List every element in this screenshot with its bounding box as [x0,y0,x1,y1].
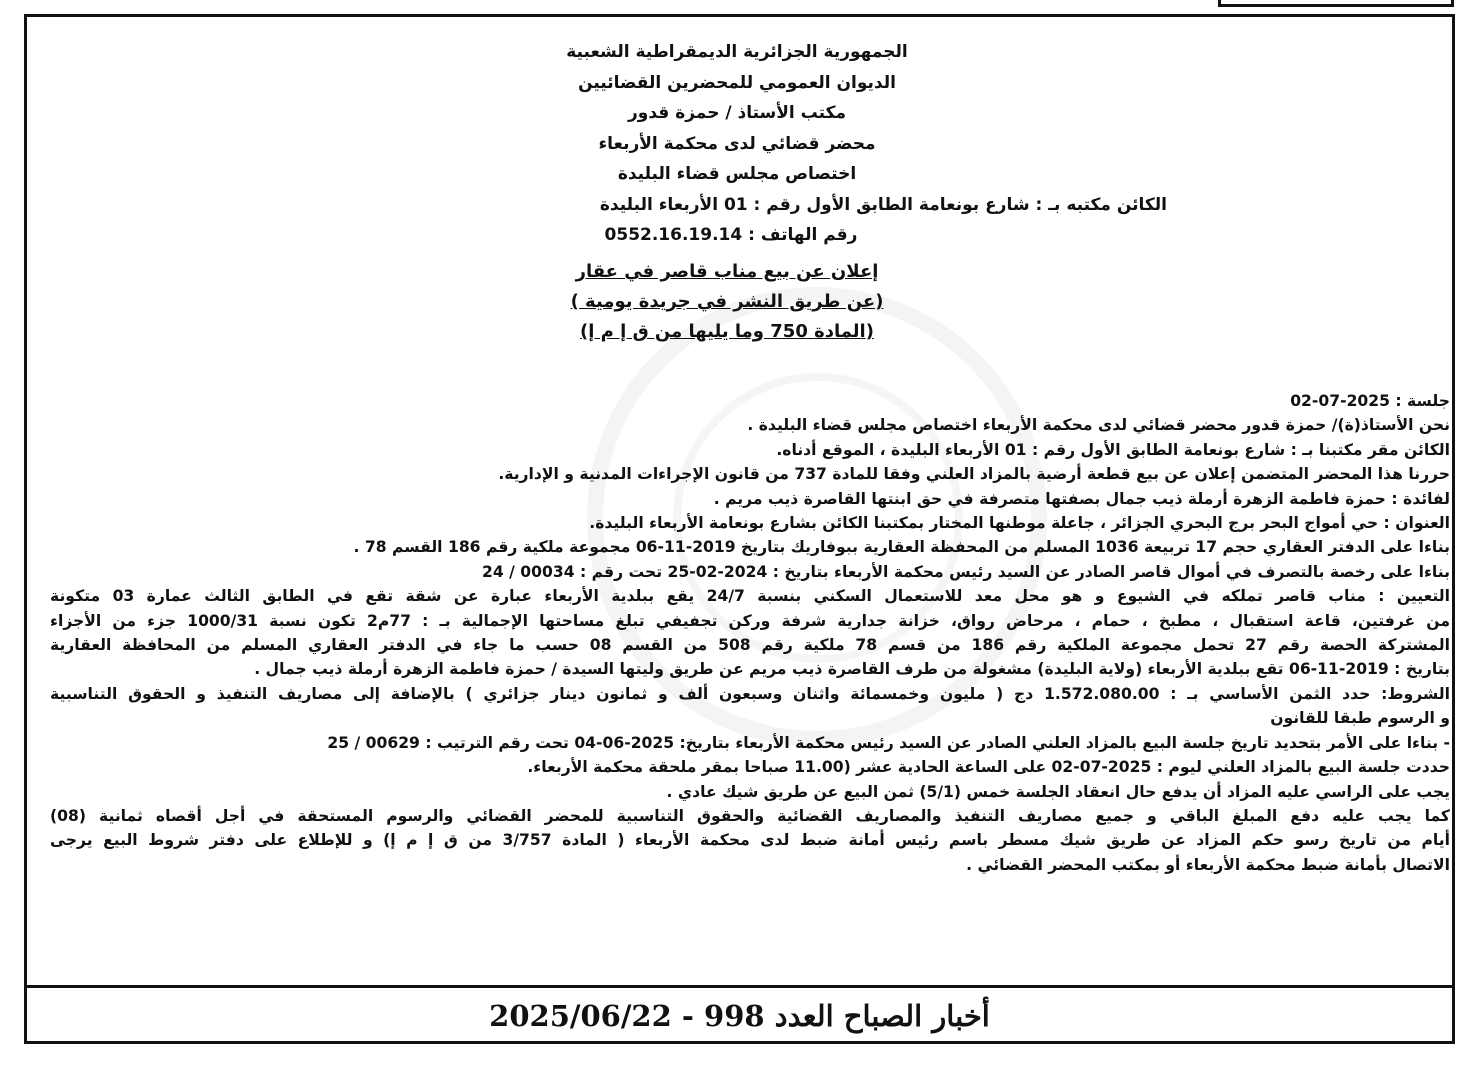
announcement-body [50,389,1450,877]
body-line-office: الكائن مقر مكتبنا بـ : شارع بونعامة الطابق الأول رقم : 01 الأربعاء البليدة ، الموقع أدناه. [776,440,1450,459]
body-line-contact: الاتصال بأمانة ضبط محكمة الأربعاء أو بمكتب المحضر القضائي . [966,855,1450,874]
body-line-payment-3: أيام من تاريخ رسو حكم المزاد عن طريق شيك مسطر باسم رئيس أمانة ضبط لدى محكمة الأربعاء ( المادة 3/757 من ق إ م إ) و للإطلاع على دفتر شروط البيع يرجى [50,831,1450,850]
body-line-designation-4: بتاريخ : 2019-11-06 تقع ببلدية الأربعاء (ولاية البليدة) مشغولة من طرف القاصرة ذيب مريم عن طريق وليتها السيدة / حمزة فاطمة الزهرة أرملة ذيب جمال . [254,660,1450,679]
body-line-payment-2: كما يجب عليه دفع المبلغ الباقي و جميع مصاريف التنفيذ والمصاريف القضائية والحقوق التناسبية للمحضر القضائي والرسوم المستحقة في أجل أقصاه ثمانية (08) [50,806,1450,825]
header-phone: رقم الهاتف : 0552.16.19.14 [604,225,858,245]
document-frame [24,14,1455,1044]
body-line-conditions-1: الشروط: حدد الثمن الأساسي بـ : 1.572.080.00 دج ( مليون وخمسمائة واثنان وسبعون ألف و ثمانون دينار جزائري ) بالإضافة إلى مصاريف التنفيذ و الحقوق التناسبية [50,684,1450,703]
title-main: إعلان عن بيع مناب قاصر في عقار [575,261,879,282]
header-bailiff-name: مكتب الأستاذ / حمزة قدور [627,103,847,123]
body-line-beneficiary: لفائدة : حمزة فاطمة الزهرة أرملة ذيب جمال بصفتها متصرفة في حق ابنتها القاصرة ذيب مريم . [713,489,1450,508]
body-line-land-register: بناءا على الدفتر العقاري حجم 17 تربيعة 1036 المسلم من المحفظة العقارية ببوفاريك بتاريخ 2019-11-06 مجموعة ملكية رقم 186 القسم 78 . [353,538,1450,557]
header-office: الديوان العمومي للمحضرين القضائيين [578,72,896,93]
header-country: الجمهورية الجزائرية الديمقراطية الشعبية [566,42,908,62]
body-line-session: جلسة : 2025-07-02 [1290,392,1450,410]
body-line-designation-2: من غرفتين، قاعة استقبال ، مطبخ ، حمام ، مرحاض رواق، خزانة جدارية شرفة وركن تجفيفي تبلغ مساحتها الإجمالية بـ : 77م2 تكون نسبة 1000/31 جزء من الأجزاء [50,611,1450,630]
header-jurisdiction: اختصاص مجلس قضاء البليدة [617,164,857,184]
body-line-bailiff: نحن الأستاذ(ة)/ حمزة قدور محضر قضائي لدى محكمة الأربعاء اختصاص مجلس قضاء البليدة . [747,416,1450,435]
footer-publication: أخبار الصباح العدد 998 - [681,999,990,1033]
body-line-address: العنوان : حي أمواج البحر برج البحري الجزائر ، جاعلة موطنها المختار بمكتبنا الكائن بشارع بونعامة الأربعاء البليدة. [589,514,1450,533]
body-line-minutes: حررنا هذا المحضر المتضمن إعلان عن بيع قطعة أرضية بالمزاد العلني وفقا للمادة 737 من قانون الإجراءات المدنية و الإدارية. [498,465,1450,484]
title-article: (المادة 750 وما يليها من ق إ م إ) [580,321,874,342]
body-line-auction-date: حددت جلسة البيع بالمزاد العلني ليوم : 2025-07-02 على الساعة الحادية عشر (11.00 صباحا بمقر ملحقة محكمة الأربعاء. [527,758,1450,777]
header-court: محضر قضائي لدى محكمة الأربعاء [598,133,876,154]
body-line-designation-1: التعيين : مناب قاصر تملكه في الشيوع و هو محل معد للاستعمال السكني بنسبة 24/7 يقع ببلدية الأربعاء عبارة عن شقة تقع في الطابق الثالث عمارة 03 متكونة [50,587,1450,606]
body-line-payment-1: يجب على الراسي عليه المزاد أن يدفع حال انعقاد الجلسة خمس (5/1) ثمن البيع عن طريق شيك عادي . [666,782,1450,801]
body-line-designation-3: المشتركة الحصة رقم 27 تحمل مجموعة الملكية رقم 186 من قسم 78 ملكية رقم 508 من القسم 08 حسب ما جاء في الدفتر العقاري المسلم من المحافظة العقارية [50,636,1450,655]
footer-date: 2025/06/22 [489,999,672,1033]
body-line-order: - بناءا على الأمر بتحديد تاريخ جلسة البيع بالمزاد العلني الصادر عن السيد رئيس محكمة الأربعاء بتاريخ: 2025-06-04 تحت رقم الترتيب : 00629 / 25 [327,733,1450,752]
document-header [287,37,1187,251]
top-corner-frame [1218,0,1454,7]
announcement-title [427,257,1027,347]
body-line-license: بناءا على رخصة بالتصرف في أموال قاصر الصادر عن السيد رئيس محكمة الأربعاء بتاريخ : 2024-02-25 تحت رقم : 00034 / 24 [482,562,1450,581]
body-line-conditions-2: و الرسوم طبقا للقانون [1270,709,1450,728]
footer-divider [27,985,1452,988]
title-subtitle: (عن طريق النشر في جريدة يومية ) [570,291,884,312]
header-address: الكائن مكتبه بـ : شارع بونعامة الطابق الأول رقم : 01 الأربعاء البليدة [599,194,1167,215]
newspaper-footer [27,993,1452,1039]
